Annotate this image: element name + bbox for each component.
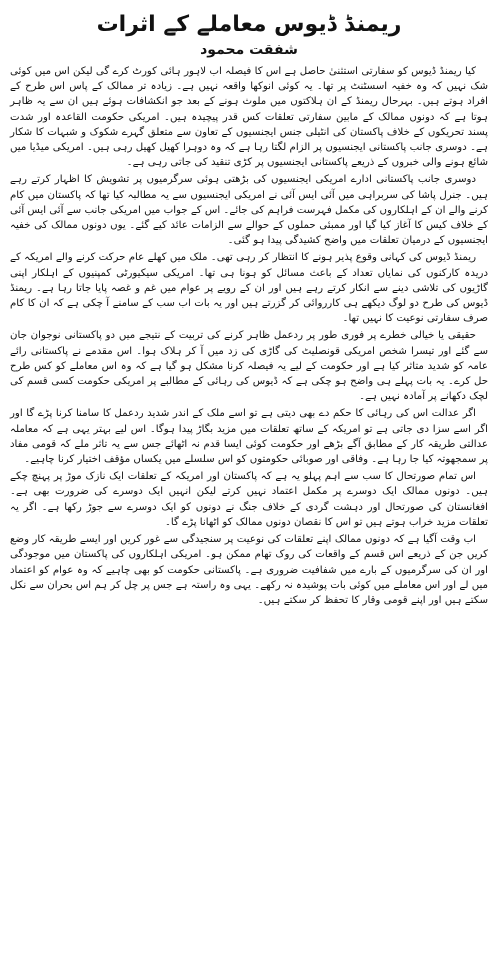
article-headline: ریمنڈ ڈیوس معاملے کے اثرات (96, 12, 402, 37)
article-paragraph: دوسری جانب پاکستانی ادارے امریکی ایجنسیوں کی بڑھتی ہوئی سرگرمیوں پر تشویش کا اظہار کرتے رہے ہیں۔ جنرل پاشا کی سربراہی میں آئی ایس آئی نے امریکی ایجنسیوں سے یہ مطالبہ کیا تھا کہ پاکستان میں کام کرنے والے ان کے اہلکاروں کی مکمل فہرست فراہم کی جائے۔ اس کے جواب میں امریکی جانب سے آئی ایس آئی کے خلاف کیس کا آغاز کیا گیا اور ممبئی حملوں کے حوالے سے الزامات عائد کیے گئے۔ یوں دونوں ممالک کی خفیہ ایجنسیوں کے درمیان تعلقات میں واضح کشیدگی پیدا ہو گئی۔ (10, 174, 488, 247)
article-paragraph: کیا ریمنڈ ڈیوس کو سفارتی استثنیٰ حاصل ہے اس کا فیصلہ اب لاہور ہائی کورٹ کرے گی لیکن اس میں کوئی شک نہیں کہ وہ خفیہ اسسٹنٹ پر تھا۔ یہ کوئی انوکھا واقعہ نہیں ہے۔ زیادہ تر ممالک کے پاس اس طرح کے افراد ہوتے ہیں۔ بہرحال ریمنڈ کے ان ہلاکتوں میں ملوث ہونے کے بعد جو انکشافات ہوئے ہیں ان سے یہ ظاہر ہوتا ہے کہ دونوں ممالک کے مابین سفارتی تعلقات کس قدر پیچیدہ ہیں۔ امریکی حکومت القاعدہ اور شدت پسند تحریکوں کے خلاف پاکستان کی انٹیلی جنس ایجنسیوں کے تعاون سے متعلق گہرے شکوک و شبہات کا شکار ہے۔ دوسری جانب پاکستانی ایجنسیوں پر الزام لگتا رہا ہے کہ وہ دوہرا کھیل کھیل رہی ہیں۔ امریکی میڈیا میں شائع ہونے والی خبروں کے ذریعے پاکستانی ایجنسیوں پر کڑی تنقید کی جاتی رہی ہے۔ (10, 66, 488, 169)
article-paragraph: اگر عدالت اس کی رہائی کا حکم دے بھی دیتی ہے تو اسے ملک کے اندر شدید ردعمل کا سامنا کرنا پڑے گا اور اگر اسے سزا دی جاتی ہے تو امریکہ کے ساتھ تعلقات میں مزید بگاڑ پیدا ہوگا۔ اس لیے بہتر یہی ہے کہ معاملہ عدالتی طریقہ کار کے مطابق آگے بڑھے اور حکومت کوئی ایسا قدم نہ اٹھائے جس سے یہ تاثر ملے کہ قومی مفاد پر سمجھوتہ کیا جا رہا ہے۔ وفاقی اور صوبائی حکومتوں کو اس سلسلے میں یکساں مؤقف اختیار کرنا چاہیے۔ (10, 408, 488, 466)
article-body (10, 64, 488, 608)
author-byline: شفقت محمود (200, 42, 298, 58)
article-paragraph: اب وقت آگیا ہے کہ دونوں ممالک اپنے تعلقات کی نوعیت پر سنجیدگی سے غور کریں اور ایسے طریقہ کار وضع کریں جن کے ذریعے اس قسم کے واقعات کی روک تھام ممکن ہو۔ امریکی اہلکاروں کی پاکستان میں موجودگی اور ان کی سرگرمیوں کے بارے میں شفافیت ضروری ہے۔ پاکستانی حکومت کو بھی چاہیے کہ وہ عوام کو اعتماد میں لے اور اس معاملے میں کوئی بات پوشیدہ نہ رکھے۔ یہی وہ راستہ ہے جس پر چل کر ہم اس بحران سے نکل سکتے ہیں اور اپنے قومی وقار کا تحفظ کر سکتے ہیں۔ (10, 534, 488, 606)
article-paragraph: اس تمام صورتحال کا سب سے اہم پہلو یہ ہے کہ پاکستان اور امریکہ کے تعلقات ایک نازک موڑ پر پہنچ چکے ہیں۔ دونوں ممالک ایک دوسرے پر مکمل اعتماد نہیں کرتے لیکن انہیں ایک دوسرے کی ضرورت بھی ہے۔ افغانستان کی صورتحال اور دہشت گردی کے خلاف جنگ نے دونوں کو ایک دوسرے سے جوڑ رکھا ہے۔ اگر یہ تعلقات مزید خراب ہوتے ہیں تو اس کا نقصان دونوں ممالک کو اٹھانا پڑے گا۔ (10, 471, 488, 528)
article-paragraph: ریمنڈ ڈیوس کی کہانی وقوع پذیر ہونے کا انتظار کر رہی تھی۔ ملک میں کھلے عام حرکت کرنے والے امریکہ کے دریدہ کارکنوں کی نمایاں تعداد کے باعث مسائل کو ہونا ہی تھا۔ امریکی سیکیورٹی کمپنیوں کے اہلکار اپنی گاڑیوں کی تلاشی دینے سے انکار کرتے رہے ہیں اور ان کے رویے پر عوام میں غم و غصہ پایا جاتا رہا ہے۔ ریمنڈ ڈیوس کی طرح دو لوگ دیکھے ہی کارروائی کر گزرتے ہیں اور یہ بات اب سب کے سامنے آ چکی ہے کہ ان کا کام صرف سفارتی نوعیت کا نہیں تھا۔ (10, 252, 488, 325)
article-paragraph: حقیقی یا خیالی خطرے پر فوری طور پر ردعمل ظاہر کرنے کی تربیت کے نتیجے میں دو پاکستانی نوجوان جان سے گئے اور تیسرا شخص امریکی قونصلیٹ کی گاڑی کی زد میں آ کر ہلاک ہوا۔ اس مقدمے نے پاکستانی رائے عامہ کو شدید متاثر کیا ہے اور حکومت کے لیے یہ فیصلہ کرنا مشکل ہو گیا ہے کہ وہ اس معاملے کو کس طرح حل کرے۔ یہ بات پہلے ہی واضح ہو چکی ہے کہ ڈیوس کی رہائی کے مطالبے پر امریکی حکومت کسی قسم کی لچک دکھانے پر آمادہ نہیں ہے۔ (10, 330, 488, 403)
